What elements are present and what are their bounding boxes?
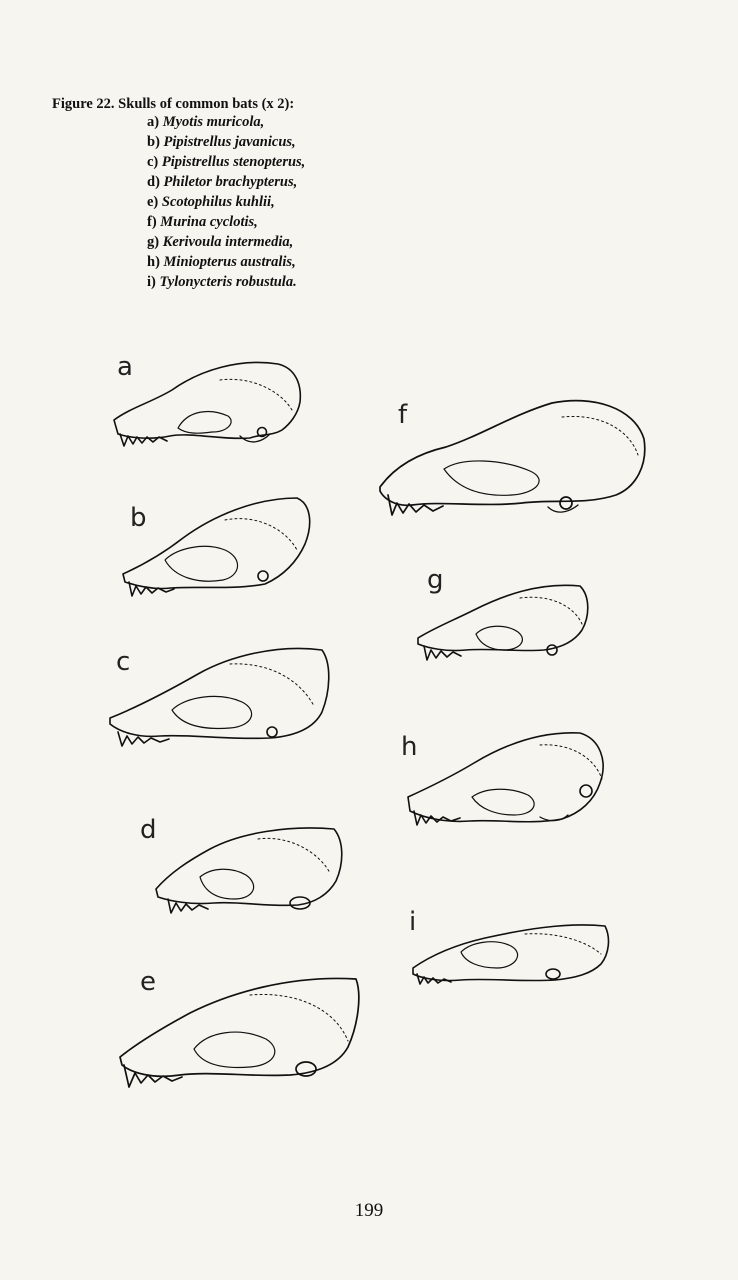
caption-item: e) Scotophilus kuhlii, — [147, 194, 275, 210]
skull-drawing-a — [100, 350, 310, 450]
panel-label-e: e — [140, 967, 156, 997]
skull-drawing-d — [148, 815, 348, 920]
skull-drawing-e — [110, 965, 365, 1095]
caption-item: a) Myotis muricola, — [147, 114, 265, 130]
caption-item: b) Pipistrellus javanicus, — [147, 134, 296, 150]
caption-item: g) Kerivoula intermedia, — [147, 234, 294, 250]
caption-item: i) Tylonycteris robustula. — [147, 274, 297, 290]
skull-drawing-b — [115, 490, 315, 600]
skull-drawing-g — [410, 580, 595, 670]
panel-label-b: b — [130, 503, 147, 533]
panel-label-c: c — [116, 647, 131, 677]
panel-label-a: a — [117, 352, 133, 382]
caption-item: c) Pipistrellus stenopterus, — [147, 154, 306, 170]
panel-label-g: g — [427, 565, 444, 595]
skull-drawing-c — [100, 640, 335, 755]
skull-drawing-h — [400, 725, 615, 840]
panel-label-f: f — [398, 400, 408, 430]
panel-label-i: i — [409, 907, 417, 937]
caption-item: f) Murina cyclotis, — [147, 214, 258, 230]
skull-drawing-f — [372, 395, 652, 525]
page-number: 199 — [354, 1200, 384, 1221]
skull-drawing-i — [405, 920, 615, 1000]
panel-label-h: h — [401, 732, 418, 762]
panel-label-d: d — [140, 815, 157, 845]
caption-item: h) Miniopterus australis, — [147, 254, 296, 270]
caption-item: d) Philetor brachypterus, — [147, 174, 298, 190]
caption-title: Figure 22. Skulls of common bats (x 2): — [52, 96, 295, 112]
